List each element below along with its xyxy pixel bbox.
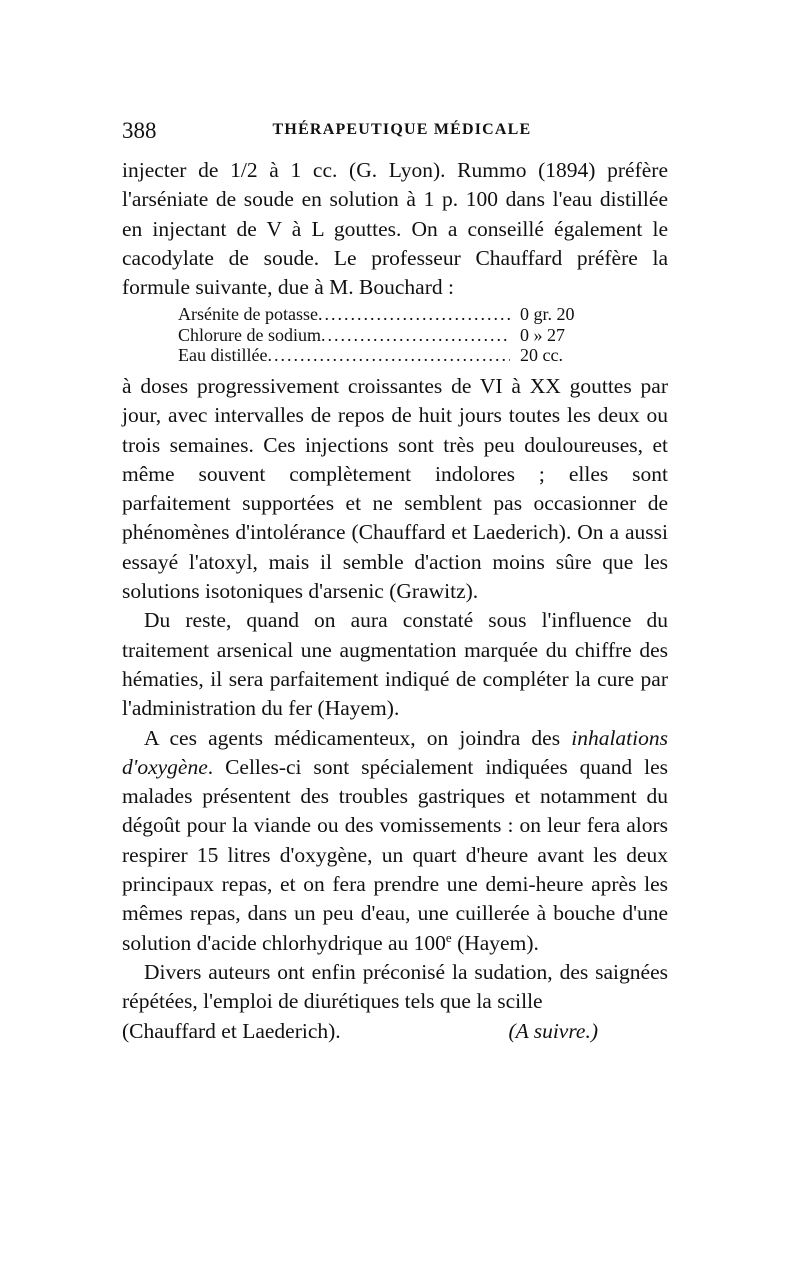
to-be-continued: (A suivre.)	[508, 1018, 598, 1043]
paragraph-4-text-a: A ces agents médicamenteux, on joindra des	[144, 725, 572, 750]
formula-quantity: 20 cc.	[520, 345, 563, 366]
formula-quantity: 0 gr. 20	[520, 304, 575, 325]
paragraph-4	[122, 724, 668, 958]
paragraph-2: à doses progressivement croissantes de VI à XX gouttes par jour, avec intervalles de repos de huit jours toutes les deux ou trois semaines. Ces injections sont très peu douloureuses, et même souvent complètement indolores ; elles sont parfaitement supportées et ne semblent pas occasionner de phénomènes d'intolérance (Chauffard et Laederich). On a aussi essayé l'atoxyl, mais il semble d'action moins sûre que les solutions isotoniques d'arsenic (Grawitz).	[122, 373, 668, 604]
paragraph-5-text: Divers auteurs ont enfin préconisé la sudation, des saignées répétées, l'emploi de diurétiques tels que la scille	[122, 959, 668, 1014]
formula-row	[178, 304, 616, 325]
formula-row	[178, 345, 616, 366]
paragraph-5	[122, 958, 668, 1017]
paragraph-3: Du reste, quand on aura constaté sous l'influence du traitement arsenical une augmentation marquée du chiffre des hématies, il sera parfaitement indiqué de compléter la cure par l'administration du fer (Hayem).	[122, 608, 668, 721]
formula-ingredient: Arsénite de potasse	[178, 304, 318, 325]
leader-dots	[267, 345, 510, 366]
formula-table	[178, 304, 616, 366]
page-body	[122, 156, 668, 1046]
formula-row	[178, 325, 616, 346]
formula-ingredient: Eau distillée	[178, 345, 268, 366]
paragraph-4-text-b: . Celles-ci sont spécialement indiquées quand les malades présentent des troubles gastriques et notamment du dégoût pour la viande ou des vomissements : on leur fera alors respirer 15 litres d'oxygène, un quart d'heure avant les deux principaux repas, et on fera prendre une demi-heure après les mêmes repas, dans un peu d'eau, une cuillerée à bouche d'une solution d'acide chlorhydrique au 100	[122, 754, 668, 955]
formula-quantity: 0 » 27	[520, 324, 565, 345]
page-number: 388	[122, 118, 157, 143]
superscript: e	[445, 929, 452, 945]
leader-dots	[318, 304, 510, 325]
page-header	[122, 118, 682, 148]
closing-line	[122, 1017, 668, 1046]
paragraph-4-text-c: (Hayem).	[451, 930, 539, 955]
running-title: THÉRAPEUTIQUE MÉDICALE	[272, 121, 532, 138]
closing-citation: (Chauffard et Laederich).	[122, 1018, 341, 1043]
paragraph-1: injecter de 1/2 à 1 cc. (G. Lyon). Rummo (1894) préfère l'arséniate de soude en solution à 1 p. 100 dans l'eau distillée en injectant de V à L gouttes. On a conseillé également le cacodylate de soude. Le professeur Chauffard préfère la formule suivante, due à M. Bouchard :	[122, 158, 668, 300]
formula-ingredient: Chlorure de sodium	[178, 324, 321, 345]
paragraph-4-italic: inhalations d'oxygène	[122, 725, 668, 779]
leader-dots	[321, 325, 510, 346]
